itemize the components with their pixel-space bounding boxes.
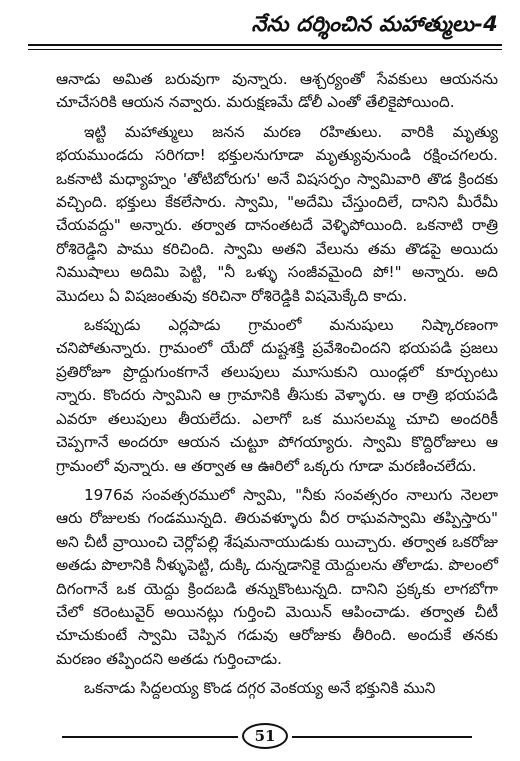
paragraph: ఇట్టి మహాత్ములు జనన మరణ రహితులు. వారికి మృత్యు భయముండదు సరిగదా! భక్తులనుగూడా మృత్యువునుండి రక్షించగలరు. ఒకనాటి మధ్యాహ్నం 'తోటిబోరుగు' అనే విషసర్పం స్వామివారి తొడ క్రిందకు వచ్చింది. భక్తులు కేకలేసారు. స్వామి, "అదేమి చేస్తుందిలే, దానిని మీరేమీ చేయవద్దు" అన్నారు. తర్వాత దానంతటదే వెళ్ళిపోయింది. ఒకనాటి రాత్రి రోశిరెడ్డిని పాము కరిచింది. స్వామి అతని వేలును తమ తొడపై అయిదు నిముషాలు అదిమి పెట్టి, "నీ ఒళ్ళు సంజీవమైంది పో!" అన్నారు. అది మొదలు ఏ విషజంతువు కరిచినా రోశిరెడ్డికి విషమెక్కేది కాదు. [56,122,498,305]
paragraph: 1976వ సంవత్సరములో స్వామి, "నీకు సంవత్సరం నాలుగు నెలలా ఆరు రోజులకు గండమున్నది. తిరువళ్ళూరు వీర రాఘవస్వామి తప్పిస్తారు" అని చీటీ వ్రాయించి చెర్లోపల్లి శేషమనాయుడుకు యిచ్చారు. తర్వాత ఒకరోజు అతడు పొలానికి నీళ్ళుపెట్టి, దుక్కి దున్నడానికై యెద్దులను తోలాడు. పొలంలో దిగంగానే ఒక యెద్దు క్రిందబడి తన్నుకొంటున్నది. దానిని ప్రక్కకు లాగబోగా చేలో కరెంటువైర్ అయినట్లు గుర్తించి మెయిన్ ఆపించాడు. తర్వాత చీటీ చూచుకుంటే స్వామి చెప్పిన గడువు ఆరోజుకు తీరింది. అందుకే తనకు మరణం తప్పిందని అతడు గుర్తించాడు. [56,485,498,668]
header-rule-thin [28,49,502,50]
page-footer [0,722,520,752]
page-number: 51 [242,723,288,749]
footer-rule-right [292,736,472,738]
footer-rule-left [62,736,238,738]
header-rule-thick [28,44,502,46]
paragraph: ఆనాడు అమిత బరువుగా వున్నారు. ఆశ్చర్యంతో సేవకులు ఆయనను చూచేసరికి ఆయన నవ్వారు. మరుక్షణమే డోలీ ఎంతో తేలికైపోయింది. [56,70,498,112]
body-text [56,68,498,707]
running-header-title: నేను దర్శించిన మహాత్ములు-4 [251,12,498,36]
paragraph: ఒకప్పుడు ఎర్లపాడు గ్రామంలో మనుషులు నిష్కారణంగా చనిపోతున్నారు. గ్రామంలో యేదో దుష్టశక్తి ప్రవేశించిందని భయపడి ప్రజలు ప్రతిరోజూ ప్రొద్దుగుంకగానే తలుపులు మూసుకుని యిండ్లలో కూర్చుంటు న్నారు. కొందరు స్వామిని ఆ గ్రామానికి తీసుకు వెళ్ళారు. ఆ రాత్రి భయపడి ఎవరూ తలుపులు తీయలేదు. ఎలాగో ఒక ముసలమ్మ చూచి అందరికీ చెప్పగానే అందరూ ఆయన చుట్టూ పోగయ్యారు. స్వామి కొద్దిరోజులు ఆ గ్రామంలో వున్నారు. ఆ తర్వాత ఆ ఊరిలో ఒక్కరు గూడా మరణించలేదు. [56,316,498,475]
running-header [28,8,502,54]
paragraph: ఒకనాడు సిద్దలయ్య కొండ దగ్గర వెంకయ్య అనే భక్తునికి ముని [84,679,436,698]
